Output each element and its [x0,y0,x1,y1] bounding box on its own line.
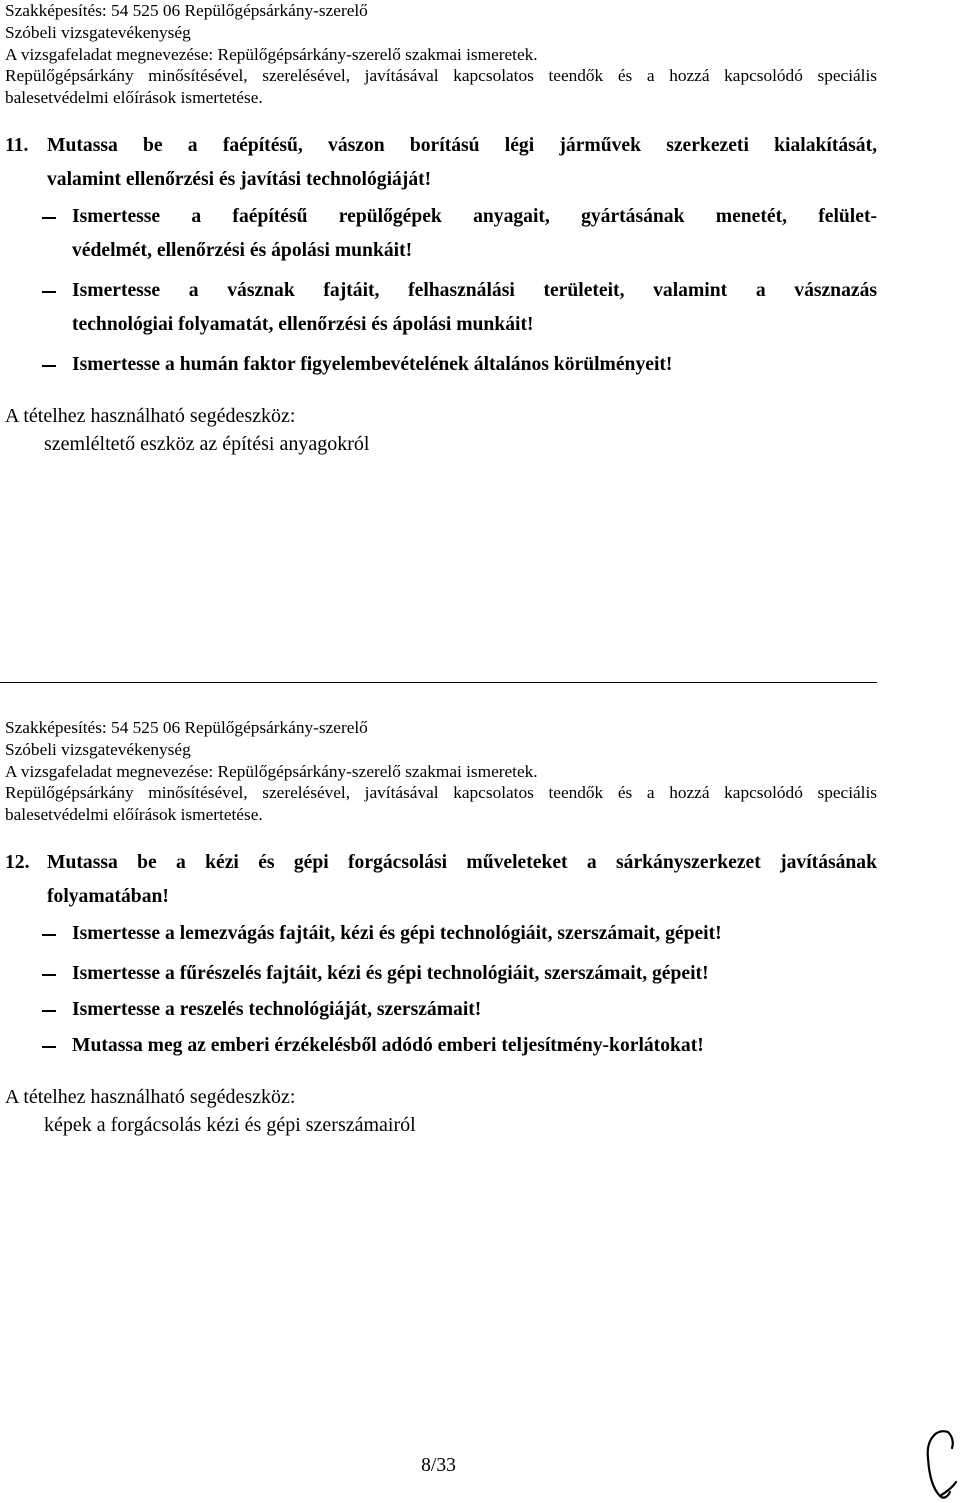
subtask-text-line-1: Mutassa meg az emberi érzékelésből adódó emberi teljesítmény-korlátokat! [72,1034,704,1056]
exam-item-12 [0,717,960,1139]
subtask-list [0,917,960,1063]
dash-bullet-icon [42,365,56,367]
question-text-line-2: folyamatában! [47,885,169,907]
dash-bullet-icon [42,217,56,219]
subtask-item [0,348,877,382]
dash-bullet-icon [42,974,56,976]
exam-item-11 [0,0,960,458]
section-divider [0,682,877,683]
subtask-text-line-1: Ismertesse a humán faktor figyelembevételének általános körülményeit! [72,353,673,375]
dash-bullet-icon [42,934,56,936]
subtask-list [0,200,960,382]
subtask-item [0,917,877,951]
subtask-text-line-2: technológiai folyamatát, ellenőrzési és ápolási munkáit! [72,313,534,335]
subtask-text-line-2: védelmét, ellenőrzési és ápolási munkáit! [72,239,413,261]
subtask-text-line-1: Ismertesse a vásznak fajtáit, felhasználási területeit, valamint a vásznazás [72,279,877,301]
exam-activity-line: Szóbeli vizsgatevékenység [5,22,191,42]
subtask-item [0,993,877,1027]
qualification-line: Szakképesítés: 54 525 06 Repülőgépsárkány-szerelő [5,1,368,20]
task-name-line: A vizsgafeladat megnevezése: Repülőgépsárkány-szerelő szakmai ismeretek. [5,44,538,64]
exam-activity-line: Szóbeli vizsgatevékenység [5,739,191,759]
question-text-line-1: Mutassa be a kézi és gépi forgácsolási műveleteket a sárkányszerkezet javításának [47,851,877,873]
aux-tool-value: képek a forgácsolás kézi és gépi szerszámairól [44,1113,416,1136]
dash-bullet-icon [42,1046,56,1048]
subtask-text-line-1: Ismertesse a reszelés technológiáját, szerszámait! [72,998,482,1020]
task-description-line-2: balesetvédelmi előírások ismertetése. [5,805,263,825]
aux-tool-label: A tételhez használható segédeszköz: [5,1085,296,1108]
question-12 [5,846,877,914]
dash-bullet-icon [42,1010,56,1012]
subtask-item [0,1029,877,1063]
exam-header [5,0,877,109]
task-name-line: A vizsgafeladat megnevezése: Repülőgépsárkány-szerelő szakmai ismeretek. [5,761,538,781]
question-11 [5,129,877,197]
subtask-item [0,200,877,268]
task-description-line-2: balesetvédelmi előírások ismertetése. [5,88,263,108]
page-number: 8/33 [421,1455,456,1476]
dash-bullet-icon [42,291,56,293]
subtask-text-line-1: Ismertesse a fűrészelés fajtáit, kézi és gépi technológiáit, szerszámait, gépeit! [72,962,709,984]
subtask-item [0,274,877,342]
aux-tool-label: A tételhez használható segédeszköz: [5,404,296,427]
signature-icon [918,1422,960,1502]
exam-header [5,717,877,826]
aux-tool-value: szemléltető eszköz az építési anyagokról [44,432,370,455]
question-text-line-1: Mutassa be a faépítésű, vászon borítású légi járművek szerkezeti kialakítását, [47,134,877,156]
subtask-text-line-1: Ismertesse a lemezvágás fajtáit, kézi és gépi technológiáit, szerszámait, gépeit! [72,922,722,944]
question-number: 11. [5,134,29,156]
task-description-line: Repülőgépsárkány minősítésével, szerelésével, javításával kapcsolatos teendők és a hozzá kapcsolódó speciális [5,66,877,86]
question-text-line-2: valamint ellenőrzési és javítási technológiáját! [47,168,432,190]
subtask-item [0,957,877,991]
subtask-text-line-1: Ismertesse a faépítésű repülőgépek anyagait, gyártásának menetét, felület- [72,205,877,227]
qualification-line: Szakképesítés: 54 525 06 Repülőgépsárkány-szerelő [5,718,368,737]
question-number: 12. [5,851,30,873]
task-description-line: Repülőgépsárkány minősítésével, szerelésével, javításával kapcsolatos teendők és a hozzá kapcsolódó speciális [5,783,877,803]
